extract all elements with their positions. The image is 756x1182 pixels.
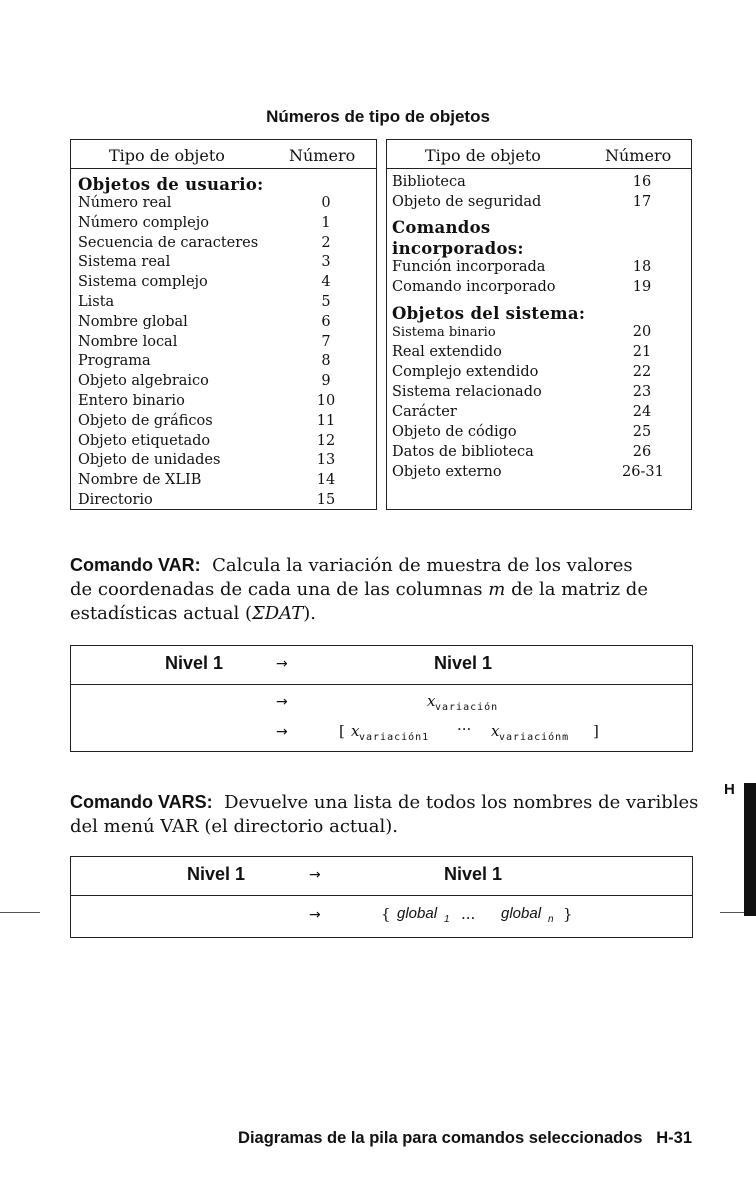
table-row <box>78 452 368 468</box>
object-type-name: Secuencia de caracteres <box>78 234 259 251</box>
object-type-number: 7 <box>321 333 331 350</box>
global-n-subscript: n <box>548 914 554 925</box>
table-row <box>392 174 682 190</box>
table-row <box>392 424 682 440</box>
object-type-number: 9 <box>321 373 331 390</box>
table-row <box>78 393 368 409</box>
object-type-table-left <box>70 139 377 510</box>
object-type-name: Biblioteca <box>392 174 466 190</box>
object-type-number: 26 <box>632 444 652 460</box>
object-type-number: 0 <box>321 195 331 211</box>
table-row <box>392 344 682 360</box>
object-type-name: Nombre de XLIB <box>78 472 202 489</box>
result-x1: x <box>351 722 360 740</box>
table-row <box>392 464 682 480</box>
table-row <box>78 373 368 389</box>
result-x: x <box>427 692 436 710</box>
object-type-number: 26-31 <box>622 464 664 480</box>
var-desc-line3b: ). <box>303 603 316 624</box>
object-type-name: Sistema complejo <box>78 274 208 291</box>
object-type-name: Programa <box>78 353 151 370</box>
table-row <box>392 364 682 380</box>
object-type-number: 12 <box>316 432 336 449</box>
object-type-name: Carácter <box>392 404 457 420</box>
result-xm: x <box>491 722 500 740</box>
open-bracket: [ <box>339 722 345 740</box>
table-row <box>78 353 368 369</box>
group-builtin-commands-line2: incorporados: <box>392 239 524 258</box>
var-desc-sigma-dat: ΣDAT <box>252 603 304 624</box>
object-type-name: Objeto de gráficos <box>78 412 213 429</box>
stack-arrow: → <box>276 724 288 740</box>
table-row <box>78 314 368 330</box>
table-row <box>78 195 368 211</box>
stack-header <box>71 646 692 685</box>
object-type-name: Número real <box>78 195 172 211</box>
table-row <box>78 294 368 310</box>
result-subscript-1: variación1 <box>359 732 430 743</box>
close-brace: } <box>563 905 573 923</box>
group-system-objects: Objetos del sistema: <box>392 304 586 323</box>
stack-arrow: → <box>309 907 321 923</box>
table-row <box>78 254 368 270</box>
close-bracket: ] <box>593 722 599 740</box>
object-type-name: Objeto algebraico <box>78 373 209 390</box>
stack-row <box>71 720 692 748</box>
table-title: Números de tipo de objetos <box>266 107 490 126</box>
stack-header <box>71 857 692 896</box>
object-type-number: 5 <box>321 294 331 310</box>
object-type-name: Nombre global <box>78 313 188 330</box>
group-user-objects: Objetos de usuario: <box>78 175 264 194</box>
object-type-number: 2 <box>321 234 331 251</box>
object-type-name: Objeto externo <box>392 464 502 480</box>
table-row <box>392 194 682 210</box>
global-n: global <box>501 905 542 922</box>
table-row <box>392 444 682 460</box>
object-type-name: Objeto etiquetado <box>78 432 211 449</box>
group-builtin-commands-line1: Comandos <box>392 218 491 237</box>
table-header <box>387 140 691 169</box>
table-row <box>392 279 682 295</box>
column-header-type: Tipo de objeto <box>425 146 541 165</box>
stack-arrow: → <box>276 656 288 672</box>
object-type-number: 25 <box>632 424 652 440</box>
table-header <box>71 140 376 169</box>
object-type-name: Complejo extendido <box>392 364 539 380</box>
table-row <box>78 215 368 231</box>
object-type-name: Nombre local <box>78 333 178 350</box>
object-type-number: 16 <box>632 174 652 190</box>
object-type-number: 18 <box>632 259 652 275</box>
ellipsis: ... <box>461 905 476 923</box>
object-type-number: 8 <box>321 353 331 370</box>
object-type-name: Directorio <box>78 492 153 508</box>
object-type-number: 11 <box>316 412 336 429</box>
global-1: global <box>397 905 438 922</box>
object-type-name: Real extendido <box>392 344 502 360</box>
stack-row <box>71 907 692 931</box>
table-row <box>78 472 368 488</box>
table-row <box>78 433 368 449</box>
object-type-number: 19 <box>632 279 652 295</box>
stack-output-level: Nivel 1 <box>434 653 493 673</box>
object-type-number: 24 <box>632 404 652 420</box>
object-type-number: 6 <box>321 313 331 330</box>
stack-input-level: Nivel 1 <box>187 864 246 884</box>
var-desc-line2a: de coordenadas de cada una de las columnas <box>70 579 483 600</box>
table-row <box>392 384 682 400</box>
object-type-number: 3 <box>321 254 331 271</box>
vars-desc-line1: Devuelve una lista de todos los nombres de varibles <box>224 792 699 813</box>
table-row <box>78 274 368 290</box>
table-row <box>392 324 682 340</box>
page-number: H-31 <box>656 1129 692 1147</box>
section-tab-marker <box>744 783 756 916</box>
table-row <box>78 492 368 508</box>
var-description <box>70 553 700 626</box>
object-type-number: 1 <box>321 214 331 231</box>
object-type-name: Objeto de seguridad <box>392 194 542 210</box>
object-type-name: Sistema relacionado <box>392 384 542 400</box>
object-type-name: Sistema real <box>78 254 171 271</box>
table-row <box>78 334 368 350</box>
table-row <box>392 404 682 420</box>
stack-arrow: → <box>309 867 321 883</box>
page-footer <box>0 1129 692 1148</box>
object-type-name: Objeto de código <box>392 424 517 440</box>
table-row <box>78 235 368 251</box>
object-type-name: Número complejo <box>78 214 209 231</box>
result-subscript: variación <box>435 702 499 713</box>
vars-description <box>70 790 700 839</box>
object-type-number: 17 <box>632 194 652 210</box>
column-header-number: Número <box>289 146 356 165</box>
table-row <box>78 413 368 429</box>
ellipsis: ··· <box>457 720 472 738</box>
open-brace: { <box>381 905 391 923</box>
margin-rule <box>0 912 40 913</box>
object-type-number: 15 <box>316 492 336 508</box>
var-desc-line3a: estadísticas actual ( <box>70 603 253 624</box>
object-type-name: Entero binario <box>78 393 185 409</box>
vars-command-name: Comando VARS: <box>70 792 213 812</box>
object-type-number: 23 <box>632 384 652 400</box>
var-desc-line1: Calcula la variación de muestra de los valores <box>212 555 633 576</box>
stack-output-level: Nivel 1 <box>444 864 503 884</box>
object-type-name: Objeto de unidades <box>78 452 221 469</box>
footer-title: Diagramas de la pila para comandos seleccionados <box>238 1129 643 1147</box>
object-type-number: 4 <box>321 274 331 291</box>
var-command-name: Comando VAR: <box>70 555 201 575</box>
vars-stack-diagram <box>70 856 693 938</box>
object-type-name: Sistema binario <box>392 325 496 340</box>
var-desc-line2b: de la matriz de <box>511 579 648 600</box>
section-tab-label: H <box>724 781 735 798</box>
object-type-table-right <box>386 139 692 510</box>
object-type-name: Datos de biblioteca <box>392 444 534 460</box>
stack-row <box>71 694 692 718</box>
table-row <box>392 259 682 275</box>
object-type-number: 22 <box>632 364 652 380</box>
object-type-number: 20 <box>632 324 652 340</box>
object-type-number: 14 <box>316 472 336 489</box>
object-type-number: 13 <box>316 452 336 469</box>
object-type-name: Comando incorporado <box>392 279 556 295</box>
global-1-subscript: 1 <box>444 914 450 925</box>
stack-arrow: → <box>276 694 288 710</box>
object-type-number: 21 <box>632 344 652 360</box>
object-type-name: Función incorporada <box>392 259 546 275</box>
vars-desc-line2: del menú VAR (el directorio actual). <box>70 816 398 837</box>
column-header-number: Número <box>605 146 672 165</box>
result-subscript-m: variaciónm <box>499 732 570 743</box>
object-type-name: Lista <box>78 294 115 310</box>
var-stack-diagram <box>70 645 693 752</box>
stack-input-level: Nivel 1 <box>165 653 224 673</box>
var-desc-m: m <box>488 579 506 600</box>
object-type-number: 10 <box>316 393 336 409</box>
column-header-type: Tipo de objeto <box>109 146 225 165</box>
